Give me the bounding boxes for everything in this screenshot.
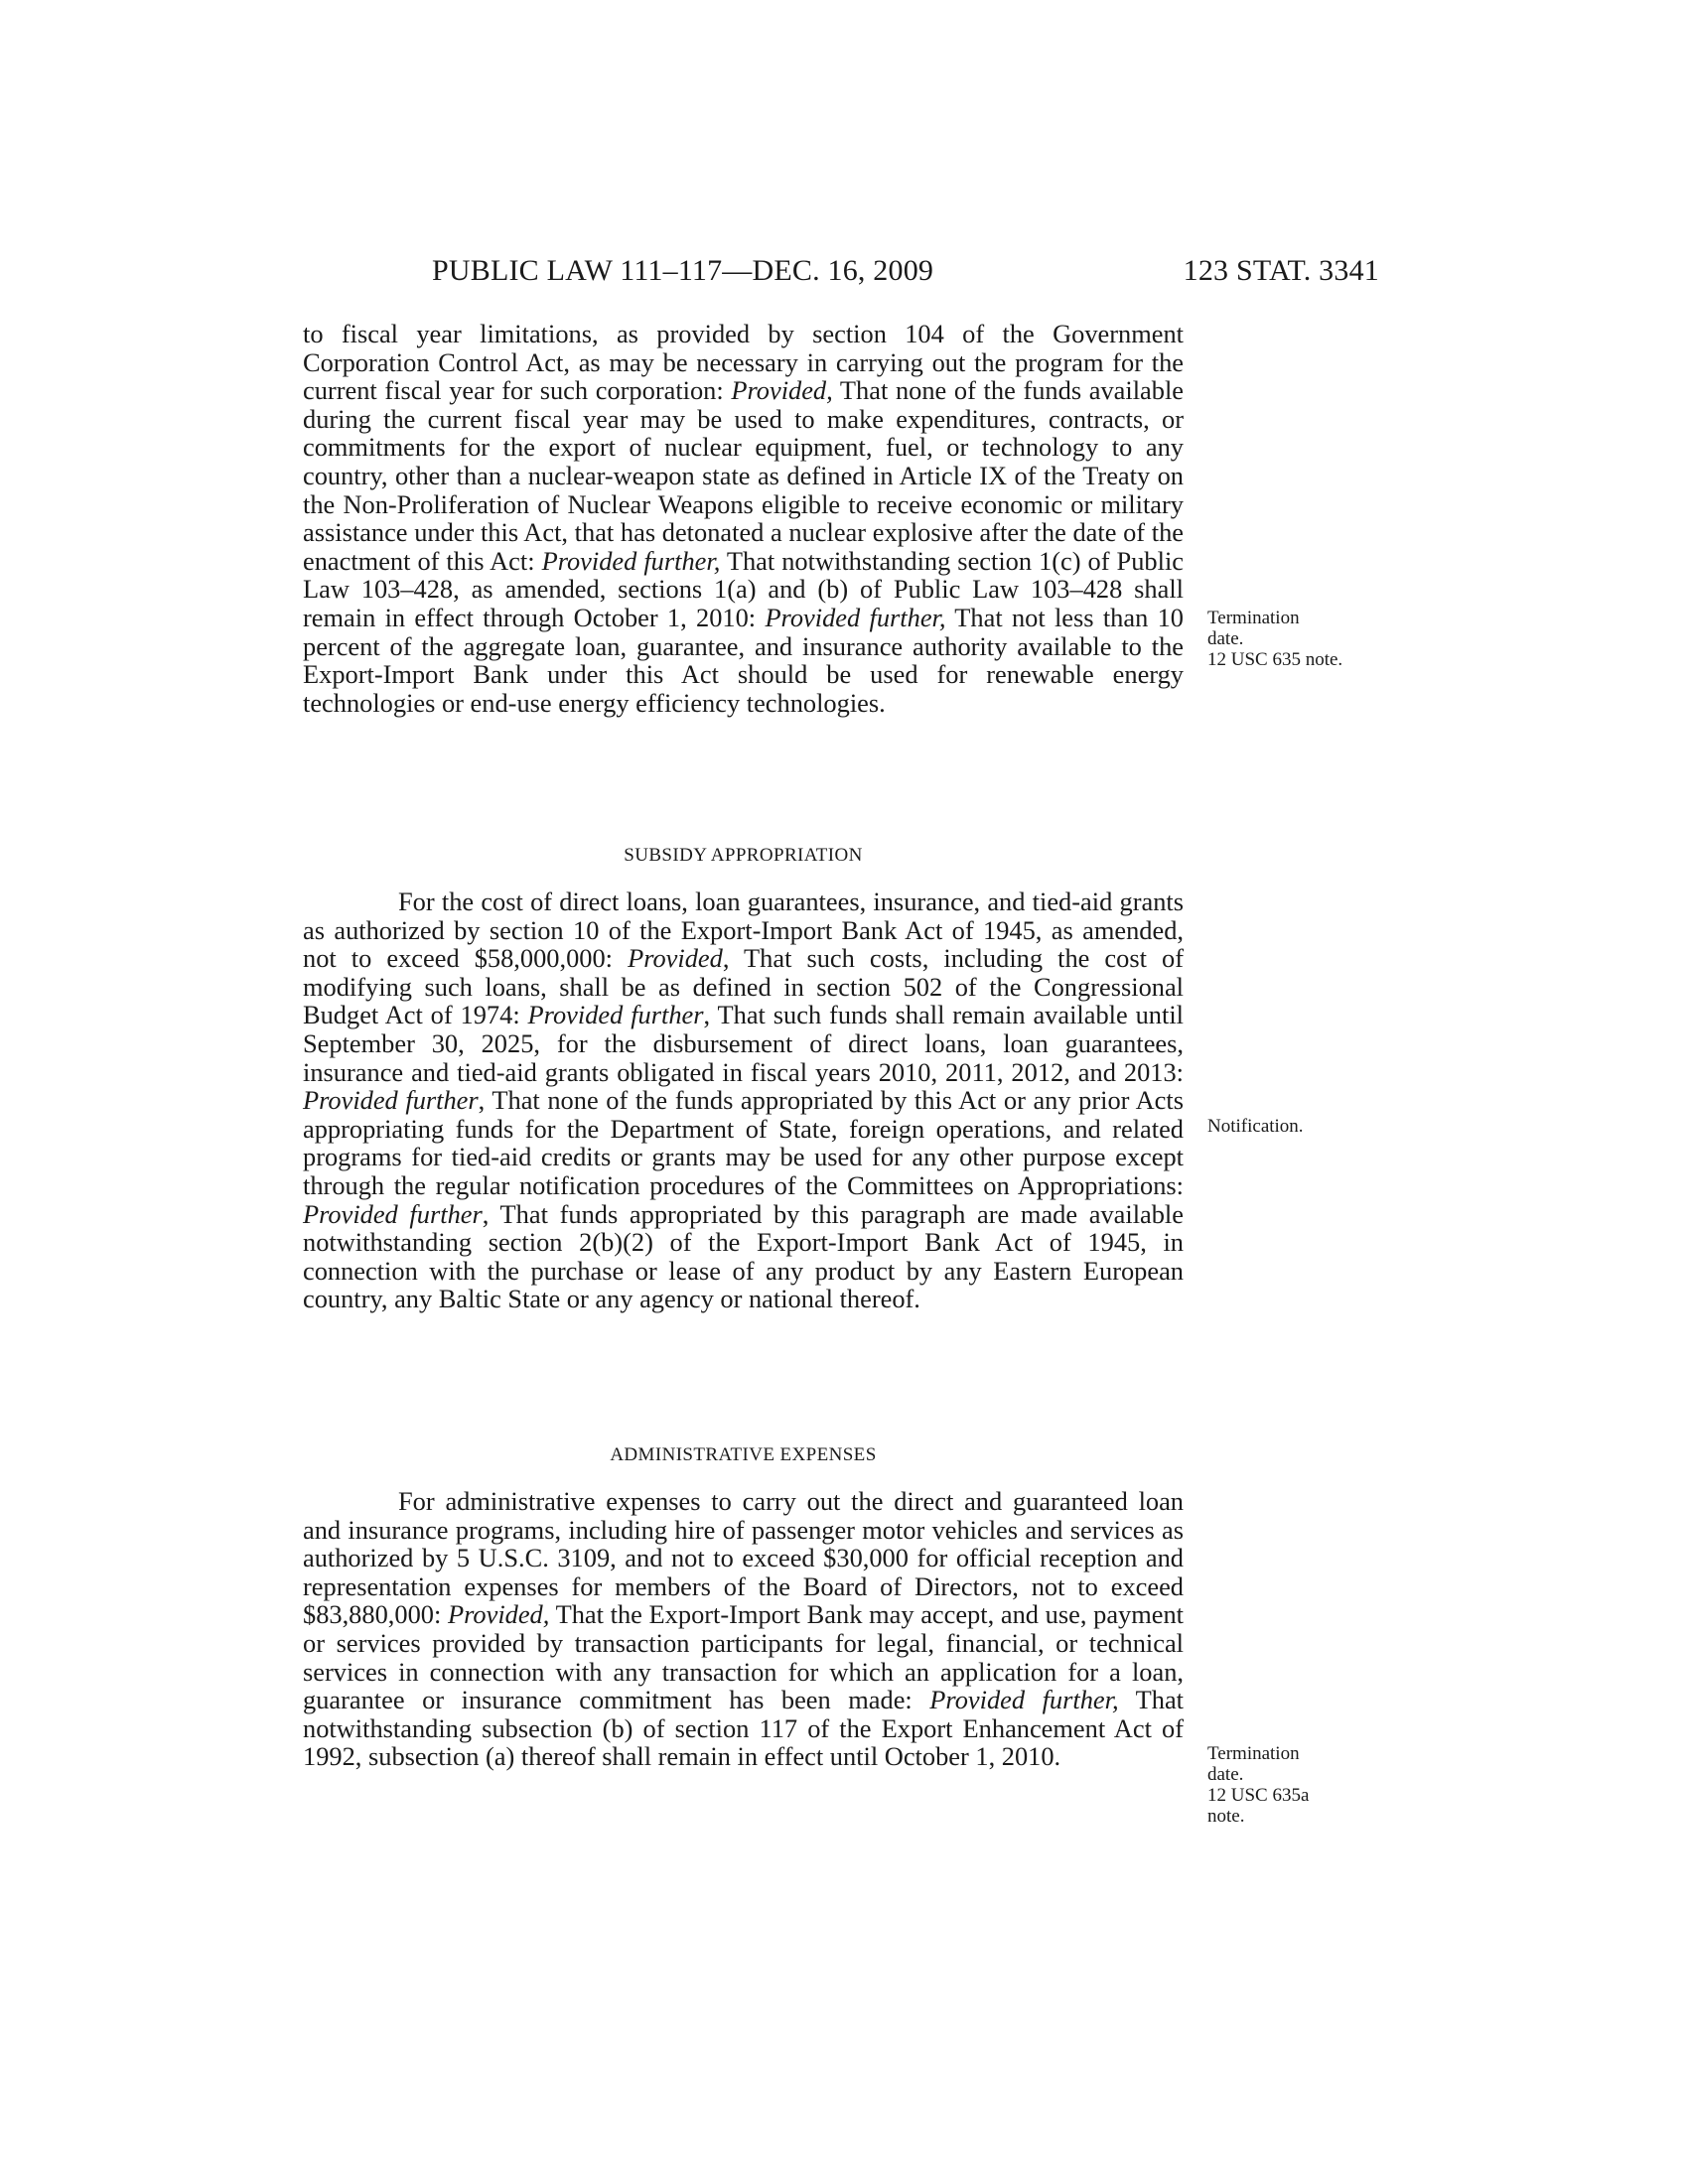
text-run: For administrative expenses to carry out the direct and guaranteed loan and insurance programs, including hire of passenger motor vehicles and services as authorized by 5 U.S.C. 3109, and not to exceed $30,000 for official reception and representation expenses for members of the Board of Directors, not to exceed $83,880,000:	[303, 1486, 1184, 1630]
paragraph-continuation	[303, 320, 1184, 717]
text-run: , That such costs, including the cost of modifying such loans, shall be as defined in section 502 of the Congressional Budget Act of 1974:	[303, 943, 1184, 1030]
header-stat-page: 123 STAT. 3341	[1183, 254, 1379, 287]
note-line: Notification.	[1207, 1116, 1304, 1137]
text-run: , That none of the funds appropriated by this Act or any prior Acts appropriating funds for the Department of State, foreign operations, and related programs for tied-aid credits or grants may be used for any other purpose except through the regular notification procedures of the Committees on Appropriations:	[303, 1085, 1184, 1200]
margin-note-termination-2	[1207, 1743, 1386, 1827]
section-continuation	[303, 320, 1184, 717]
note-line: note.	[1207, 1806, 1245, 1827]
proviso-italic: Provided	[628, 943, 723, 974]
text-run: That notwithstanding section 1(c) of Public Law 103–428, as amended, sections 1(a) and (b) of Public Law 103–428 shall remain in effect through October 1, 2010:	[303, 545, 1184, 632]
proviso-italic: Provided further	[303, 1198, 483, 1229]
proviso-italic: Provided further	[527, 1000, 704, 1030]
proviso-italic: Provided further,	[929, 1685, 1119, 1715]
heading-subsidy-appropriation: SUBSIDY APPROPRIATION	[624, 845, 863, 866]
paragraph-admin	[303, 1487, 1184, 1771]
note-line: Termination	[1207, 1743, 1300, 1764]
proviso-italic: Provided further,	[765, 602, 946, 632]
text-run: to fiscal year limitations, as provided by section 104 of the Government Corporation Control Act, as may be necessary in carrying out the program for the current fiscal year for such corporation:	[303, 319, 1184, 406]
heading-administrative-expenses: ADMINISTRATIVE EXPENSES	[610, 1444, 877, 1465]
proviso-italic: Provided,	[448, 1599, 550, 1630]
text-run: , That such funds shall remain available until September 30, 2025, for the disbursement of direct loans, loan guarantees, insurance and tied-aid grants obligated in fiscal years 2010, 2011, 2012, and 2013:	[303, 1000, 1184, 1087]
note-line: date.	[1207, 1764, 1244, 1785]
text-run: That the Export-Import Bank may accept, and use, payment or services provided by transaction participants for legal, financial, or technical services in connection with any transaction for which an application for a loan, guarantee or insurance commitment has been made:	[303, 1599, 1185, 1715]
text-run: That not less than 10 percent of the aggregate loan, guarantee, and insurance authority available to the Export-Import Bank under this Act should be used for renewable energy technologies or end-use energy efficiency technologies.	[303, 602, 1184, 718]
header-title: PUBLIC LAW 111–117—DEC. 16, 2009	[432, 254, 934, 287]
note-line: Termination	[1207, 608, 1300, 628]
margin-note-notification	[1207, 1116, 1386, 1137]
text-run: , That funds appropriated by this paragraph are made available notwithstanding section 2(b)(2) of the Export-Import Bank Act of 1945, in connection with the purchase or lease of any product by any Eastern European country, any Baltic State or any agency or national thereof.	[303, 1198, 1184, 1314]
proviso-italic: Provided,	[731, 375, 833, 406]
section-administrative-expenses	[303, 1487, 1184, 1771]
note-line: 12 USC 635 note.	[1207, 649, 1343, 670]
note-line: date.	[1207, 628, 1244, 649]
proviso-italic: Provided further,	[541, 545, 721, 576]
running-header	[303, 254, 1379, 294]
note-line: 12 USC 635a	[1207, 1785, 1310, 1806]
text-run: For the cost of direct loans, loan guarantees, insurance, and tied-aid grants as authorized by section 10 of the Export-Import Bank Act of 1945, as amended, not to exceed $58,000,000:	[303, 887, 1184, 974]
section-subsidy-appropriation	[303, 887, 1184, 1313]
proviso-italic: Provided further	[303, 1085, 479, 1116]
margin-note-termination-1	[1207, 608, 1386, 670]
paragraph-subsidy	[303, 887, 1184, 1313]
text-run: That none of the funds available during the current fiscal year may be used to make expenditures, contracts, or commitments for the export of nuclear equipment, fuel, or technology to any country, other than a nuclear-weapon state as defined in Article IX of the Treaty on the Non-Proliferation of Nuclear Weapons eligible to receive economic or military assistance under this Act, that has detonated a nuclear explosive after the date of the enactment of this Act:	[303, 375, 1184, 576]
text-run: That notwithstanding subsection (b) of section 117 of the Export Enhancement Act of 1992, subsection (a) thereof shall remain in effect until October 1, 2010.	[303, 1685, 1185, 1772]
